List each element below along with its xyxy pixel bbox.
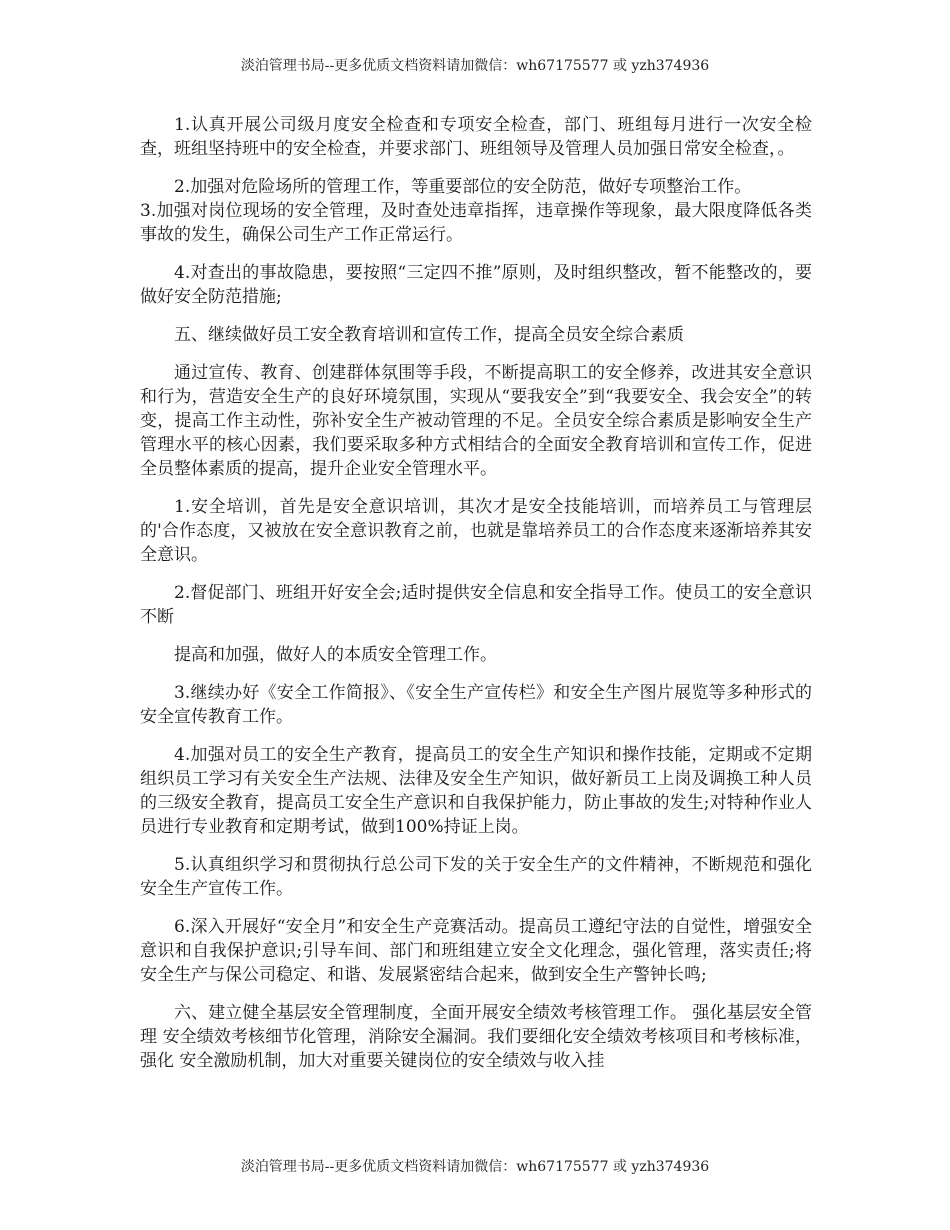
paragraph-essential-safety: 提高和加强，做好人的本质安全管理工作。	[174, 645, 497, 665]
paragraph-staff-education: 4.加强对员工的安全生产教育，提高员工的安全生产知识和操作技能，定期或不定期组织员工学习有关安全生产法规、法律及安全生产知识，做好新员工上岗及调换工种人员的三级安全教育，提高员工安全生产意识和自我保护能力，防止事故的发生;对特种作业人员进行专业教育和定期考试，做到100%持证上岗。	[140, 745, 812, 837]
paragraph-safety-month: 6.深入开展好“安全月”和安全生产竞赛活动。提高员工遵纪守法的自觉性，增强安全意识和自我保护意识;引导车间、部门和班组建立安全文化理念，强化管理，落实责任;将安全生产与保公司稳定、和谐、发展紧密结合起来，做到安全生产警钟长鸣;	[140, 917, 812, 985]
paragraph-monthly-inspection: 1.认真开展公司级月度安全检查和专项安全检查，部门、班组每月进行一次安全检查，班组坚持班中的安全检查，并要求部门、班组领导及管理人员加强日常安全检查，。	[140, 115, 812, 159]
paragraph-safety-training: 1.安全培训，首先是安全意识培训，其次才是安全技能培训，而培养员工与管理层的'合作态度，又被放在安全意识教育之前，也就是靠培养员工的合作态度来逐渐培养其安全意识。	[140, 497, 812, 565]
paragraph-hidden-dangers: 4.对查出的事故隐患，要按照“三定四不推”原则，及时组织整改，暂不能整改的，要做好安全防范措施;	[140, 263, 812, 307]
paragraph-safety-meetings: 2.督促部门、班组开好安全会;适时提供安全信息和安全指导工作。使员工的安全意识不断	[140, 583, 812, 627]
paragraph-bulletins: 3.继续办好《安全工作简报》、《安全生产宣传栏》和安全生产图片展览等多种形式的安全宣传教育工作。	[140, 683, 812, 727]
paragraph-hazard-sites: 2.加强对危险场所的管理工作，等重要部位的安全防范，做好专项整治工作。	[174, 177, 752, 197]
page-header: 淡泊管理书局--更多优质文档资料请加微信：wh67175577 或 yzh374936	[240, 58, 710, 74]
paragraph-document-study: 5.认真组织学习和贯彻执行总公司下发的关于安全生产的文件精神，不断规范和强化安全生产宣传工作。	[140, 855, 812, 899]
section-heading-six: 六、建立健全基层安全管理制度，全面开展安全绩效考核管理工作。 强化基层安全管理 安全绩效考核细节化管理，消除安全漏洞。我们要细化安全绩效考核项目和考核标准，强化 安全激励机制，加大对重要关键岗位的安全绩效与收入挂	[140, 1003, 812, 1071]
page-footer: 淡泊管理书局--更多优质文档资料请加微信：wh67175577 或 yzh374936	[240, 1159, 710, 1175]
document-body	[140, 113, 812, 1087]
paragraph-post-site-management: 3.加强对岗位现场的安全管理，及时查处违章指挥，违章操作等现象，最大限度降低各类事故的发生，确保公司生产工作正常运行。	[140, 201, 812, 245]
section-heading-five: 五、继续做好员工安全教育培训和宣传工作，提高全员安全综合素质	[174, 325, 684, 345]
paragraph-publicity-education: 通过宣传、教育、创建群体氛围等手段，不断提高职工的安全修养，改进其安全意识和行为，营造安全生产的良好环境氛围，实现从“要我安全”到“我要安全、我会安全”的转变，提高工作主动性，弥补安全生产被动管理的不足。全员安全综合素质是影响安全生产管理水平的核心因素，我们要采取多种方式相结合的全面安全教育培训和宣传工作，促进全员整体素质的提高，提升企业安全管理水平。	[140, 363, 812, 479]
